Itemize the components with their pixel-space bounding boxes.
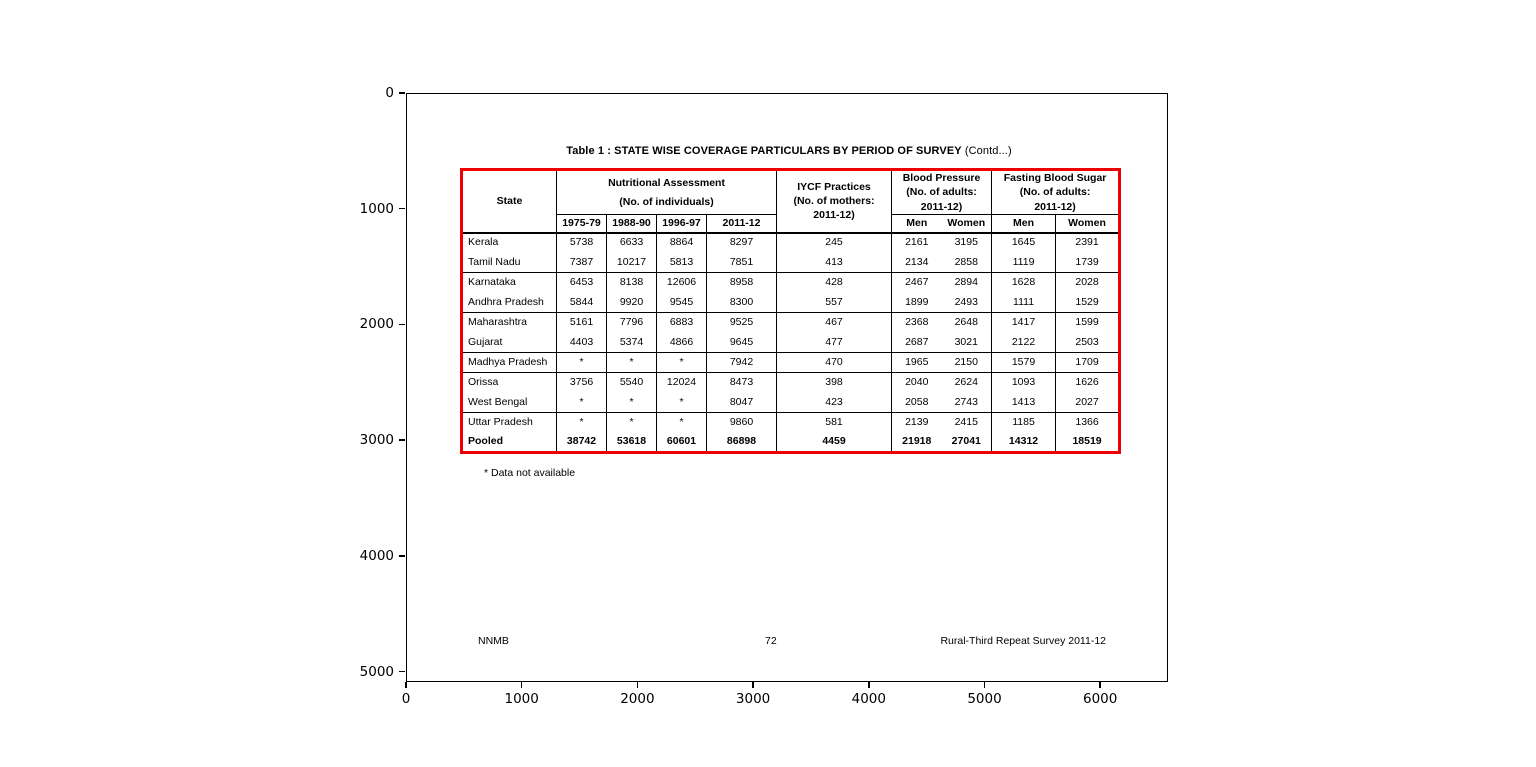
value-cell: 2415 bbox=[942, 413, 992, 433]
x-tick-label: 3000 bbox=[735, 691, 771, 707]
fbs-line3: 2011-12) bbox=[1034, 200, 1076, 213]
value-cell: 1739 bbox=[1075, 255, 1099, 268]
value-cell: 1119 bbox=[992, 253, 1056, 273]
value-cell: 1579 bbox=[992, 353, 1056, 373]
value-cell: 1111 bbox=[992, 293, 1056, 313]
value-cell: 1417 bbox=[992, 313, 1056, 333]
table-body bbox=[462, 233, 1120, 453]
x-tick-label: 0 bbox=[401, 691, 411, 707]
value-cell: * bbox=[657, 393, 707, 413]
state-cell: Uttar Pradesh bbox=[462, 413, 557, 433]
value-cell: 413 bbox=[777, 253, 892, 273]
value-cell: 2027 bbox=[1075, 395, 1099, 408]
value-cell: * bbox=[607, 353, 657, 373]
value-cell: 27041 bbox=[942, 433, 992, 453]
fbs-line1: Fasting Blood Sugar bbox=[1003, 172, 1107, 185]
value-cell: 2648 bbox=[942, 313, 992, 333]
x-tick-mark bbox=[1099, 682, 1101, 688]
state-cell: Orissa bbox=[462, 373, 557, 393]
value-cell: * bbox=[657, 353, 707, 373]
value-cell: 8297 bbox=[707, 233, 777, 253]
page-footer bbox=[460, 635, 1118, 649]
value-cell: 2894 bbox=[942, 273, 992, 293]
state-cell: West Bengal bbox=[462, 393, 557, 413]
value-cell: 6453 bbox=[557, 273, 607, 293]
table-row bbox=[462, 293, 1120, 313]
value-cell: 4866 bbox=[657, 333, 707, 353]
value-cell: 6633 bbox=[607, 233, 657, 253]
footer-org: NNMB bbox=[478, 635, 509, 647]
value-cell: 2058 bbox=[905, 395, 929, 408]
table-row bbox=[462, 253, 1120, 273]
value-cell: 5738 bbox=[557, 233, 607, 253]
y-tick-mark bbox=[399, 555, 405, 557]
value-cell: 12024 bbox=[657, 373, 707, 393]
value-cell: 8047 bbox=[707, 393, 777, 413]
nutritional-line1: Nutritional Assessment bbox=[608, 176, 725, 189]
state-cell: Madhya Pradesh bbox=[462, 353, 557, 373]
table-row bbox=[462, 313, 1120, 333]
value-cell: 86898 bbox=[707, 433, 777, 453]
value-cell: 2040 bbox=[892, 373, 942, 393]
value-cell: 9545 bbox=[657, 293, 707, 313]
value-cell: * bbox=[557, 353, 607, 373]
state-cell: Tamil Nadu bbox=[462, 253, 557, 273]
x-tick-label: 6000 bbox=[1083, 691, 1118, 707]
value-cell: 2028 bbox=[1056, 273, 1120, 293]
state-cell: Andhra Pradesh bbox=[462, 293, 557, 313]
y-tick-mark bbox=[399, 208, 405, 210]
value-cell: 5844 bbox=[557, 293, 607, 313]
value-cell: 1709 bbox=[1056, 353, 1120, 373]
column-header-1996-97: 1996-97 bbox=[657, 215, 707, 233]
value-cell: 60601 bbox=[657, 433, 707, 453]
value-cell: 6883 bbox=[657, 313, 707, 333]
table-row bbox=[462, 233, 1120, 253]
value-cell: 3021 bbox=[942, 333, 992, 353]
value-cell: 1628 bbox=[992, 273, 1056, 293]
value-cell: 2687 bbox=[905, 335, 929, 348]
column-group-blood-pressure bbox=[892, 170, 992, 215]
value-cell: 21918 bbox=[902, 435, 932, 448]
value-cell: 5374 bbox=[607, 333, 657, 353]
column-header-bp-men: Men bbox=[892, 215, 942, 233]
value-cell: 38742 bbox=[557, 433, 607, 453]
state-cell: Karnataka bbox=[462, 273, 557, 293]
iycf-line1: IYCF Practices bbox=[797, 180, 871, 193]
value-cell: 5161 bbox=[557, 313, 607, 333]
y-tick-label: 0 bbox=[385, 85, 394, 101]
value-cell: 53618 bbox=[607, 433, 657, 453]
coverage-table bbox=[460, 168, 1121, 454]
x-tick-mark bbox=[984, 682, 986, 688]
value-cell: 1626 bbox=[1056, 373, 1120, 393]
value-cell: 14312 bbox=[992, 433, 1056, 453]
value-cell: 1899 bbox=[905, 295, 929, 308]
x-tick-mark bbox=[868, 682, 870, 688]
value-cell: 2134 bbox=[905, 255, 929, 268]
column-header-iycf bbox=[777, 170, 892, 233]
table-title bbox=[460, 145, 1118, 157]
value-cell: 7942 bbox=[707, 353, 777, 373]
column-header-1975-79: 1975-79 bbox=[557, 215, 607, 233]
iycf-line3: 2011-12) bbox=[813, 209, 855, 222]
column-header-bp-women: Women bbox=[942, 215, 992, 233]
x-tick-mark bbox=[521, 682, 523, 688]
value-cell: 2391 bbox=[1075, 236, 1099, 249]
state-cell: Kerala bbox=[462, 233, 557, 253]
value-cell: 9525 bbox=[707, 313, 777, 333]
value-cell: * bbox=[607, 413, 657, 433]
footnote: * Data not available bbox=[484, 467, 576, 479]
value-cell: 2122 bbox=[992, 333, 1056, 353]
value-cell: * bbox=[557, 413, 607, 433]
value-cell: 9920 bbox=[607, 293, 657, 313]
table-row bbox=[462, 373, 1120, 393]
table-row bbox=[462, 273, 1120, 293]
state-cell: Maharashtra bbox=[462, 313, 557, 333]
value-cell: 245 bbox=[777, 233, 892, 253]
value-cell: 2493 bbox=[942, 293, 992, 313]
value-cell: 1366 bbox=[1056, 413, 1120, 433]
table-title-contd: (Contd...) bbox=[964, 145, 1012, 157]
value-cell: 1599 bbox=[1056, 313, 1120, 333]
value-cell: 477 bbox=[777, 333, 892, 353]
value-cell: * bbox=[657, 413, 707, 433]
value-cell: 1965 bbox=[892, 353, 942, 373]
value-cell: 3195 bbox=[942, 233, 992, 253]
state-cell: Pooled bbox=[462, 433, 557, 453]
value-cell: 4403 bbox=[557, 333, 607, 353]
y-tick-label: 3000 bbox=[359, 432, 394, 449]
value-cell: 1185 bbox=[992, 413, 1056, 433]
value-cell: 2368 bbox=[892, 313, 942, 333]
bp-line3: 2011-12) bbox=[920, 200, 963, 213]
footer-survey-name: Rural-Third Repeat Survey 2011-12 bbox=[940, 635, 1106, 647]
value-cell: 2503 bbox=[1075, 335, 1099, 348]
column-header-1988-90: 1988-90 bbox=[607, 215, 657, 233]
table-row bbox=[462, 353, 1120, 373]
y-tick-label: 1000 bbox=[359, 200, 394, 217]
y-tick-mark bbox=[399, 439, 405, 441]
value-cell: 8473 bbox=[707, 373, 777, 393]
y-tick-label: 2000 bbox=[359, 316, 394, 333]
nutritional-line2: (No. of individuals) bbox=[619, 195, 714, 208]
iycf-line2: (No. of mothers: bbox=[793, 195, 875, 208]
x-tick-label: 5000 bbox=[967, 691, 1002, 707]
column-header-state: State bbox=[462, 170, 557, 233]
column-header-fbs-men: Men bbox=[992, 215, 1056, 233]
x-tick-label: 4000 bbox=[851, 691, 886, 707]
value-cell: 557 bbox=[777, 293, 892, 313]
value-cell: 9860 bbox=[707, 413, 777, 433]
value-cell: 8138 bbox=[607, 273, 657, 293]
table-row bbox=[462, 333, 1120, 353]
fbs-line2: (No. of adults: bbox=[1019, 186, 1091, 199]
value-cell: 1645 bbox=[992, 233, 1056, 253]
x-tick-mark bbox=[637, 682, 639, 688]
y-tick-mark bbox=[399, 92, 405, 94]
table-row bbox=[462, 393, 1120, 413]
value-cell: 5813 bbox=[657, 253, 707, 273]
state-cell: Gujarat bbox=[462, 333, 557, 353]
value-cell: 1413 bbox=[992, 393, 1056, 413]
x-tick-label: 2000 bbox=[620, 691, 655, 707]
value-cell: 4459 bbox=[777, 433, 892, 453]
x-tick-mark bbox=[405, 682, 407, 688]
value-cell: 2624 bbox=[942, 373, 992, 393]
column-group-nutritional-assessment bbox=[557, 170, 777, 215]
value-cell: * bbox=[557, 393, 607, 413]
value-cell: 7851 bbox=[707, 253, 777, 273]
value-cell: 5540 bbox=[607, 373, 657, 393]
value-cell: 7387 bbox=[557, 253, 607, 273]
value-cell: 12606 bbox=[657, 273, 707, 293]
value-cell: * bbox=[607, 393, 657, 413]
x-tick-mark bbox=[752, 682, 754, 688]
value-cell: 2858 bbox=[942, 253, 992, 273]
value-cell: 1093 bbox=[992, 373, 1056, 393]
value-cell: 10217 bbox=[607, 253, 657, 273]
value-cell: 8864 bbox=[657, 233, 707, 253]
table-row bbox=[462, 413, 1120, 433]
x-tick-label: 1000 bbox=[504, 691, 539, 707]
value-cell: 2139 bbox=[892, 413, 942, 433]
value-cell: 423 bbox=[777, 393, 892, 413]
y-tick-mark bbox=[399, 324, 405, 326]
bp-line1: Blood Pressure bbox=[902, 172, 981, 185]
y-tick-mark bbox=[399, 671, 405, 673]
bp-line2: (No. of adults: bbox=[906, 186, 977, 199]
value-cell: 581 bbox=[777, 413, 892, 433]
footer-page-number: 72 bbox=[765, 635, 777, 647]
value-cell: 2743 bbox=[942, 393, 992, 413]
column-header-fbs-women: Women bbox=[1056, 215, 1120, 233]
value-cell: 470 bbox=[777, 353, 892, 373]
value-cell: 18519 bbox=[1072, 435, 1102, 448]
value-cell: 467 bbox=[777, 313, 892, 333]
column-group-fasting-blood-sugar bbox=[992, 170, 1120, 215]
value-cell: 398 bbox=[777, 373, 892, 393]
y-tick-label: 5000 bbox=[359, 663, 394, 680]
table-row bbox=[462, 433, 1120, 453]
value-cell: 1529 bbox=[1075, 295, 1099, 308]
value-cell: 2150 bbox=[942, 353, 992, 373]
value-cell: 8300 bbox=[707, 293, 777, 313]
value-cell: 7796 bbox=[607, 313, 657, 333]
column-header-2011-12: 2011-12 bbox=[707, 215, 777, 233]
table-title-text: Table 1 : STATE WISE COVERAGE PARTICULARS BY PERIOD OF SURVEY bbox=[566, 145, 962, 157]
value-cell: 8958 bbox=[707, 273, 777, 293]
value-cell: 2161 bbox=[905, 236, 929, 249]
value-cell: 428 bbox=[777, 273, 892, 293]
value-cell: 3756 bbox=[557, 373, 607, 393]
value-cell: 2467 bbox=[892, 273, 942, 293]
y-tick-label: 4000 bbox=[359, 547, 394, 564]
value-cell: 9645 bbox=[707, 333, 777, 353]
